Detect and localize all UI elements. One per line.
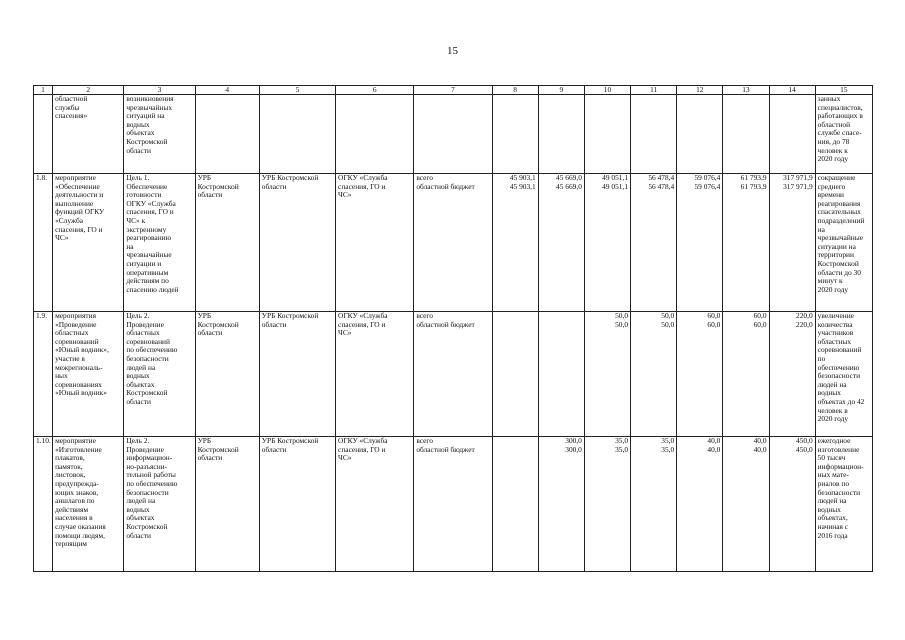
table-cell [414, 95, 492, 174]
cell-line: 56 478,4 [648, 181, 675, 191]
cell-line: спасательных [817, 207, 861, 217]
table-cell [34, 312, 53, 437]
cell-line: спасения, ГО и [338, 444, 386, 454]
cell-line [495, 321, 536, 330]
table-cell [631, 312, 677, 437]
cell-line: участников [817, 328, 854, 338]
cell-line: 45 903,1 [509, 181, 536, 191]
cell-line: безопасности [126, 353, 169, 363]
cell-line: информацион- [126, 453, 173, 463]
cell-line: соревнований [55, 336, 99, 346]
cell-line: областной бюджет [416, 319, 475, 329]
cell-line: 2020 году [817, 154, 849, 164]
table-cell [124, 174, 195, 312]
cell-line: соревнований [817, 345, 862, 355]
cell-line: на [126, 241, 134, 251]
cell-line: безопасности [126, 487, 169, 497]
cell-line: листовок, [55, 470, 86, 480]
cell-line: областной бюджет [416, 444, 475, 454]
cell-line: участие в [55, 353, 85, 363]
column-number: 7 [414, 86, 492, 95]
cell-line: объектах до 42 [817, 396, 865, 406]
table-cell [336, 95, 414, 174]
cell-line: области [197, 190, 223, 200]
cell-line: минут к [817, 276, 843, 286]
cell-line: 50,0 [615, 319, 629, 329]
table-cell [53, 174, 124, 312]
cell-line: области [261, 319, 287, 329]
cell-line: Костромской [126, 136, 168, 146]
table-cell [195, 312, 259, 437]
cell-line: терпящим [55, 539, 87, 549]
cell-line: «Обеспечение [55, 181, 100, 191]
cell-line: всего [416, 311, 433, 320]
cell-line: 220,0 [796, 311, 813, 320]
cell-line: 1.9. [36, 311, 48, 320]
cell-line: 60,0 [753, 319, 767, 329]
cell-line: увеличение [817, 311, 854, 320]
cell-line: области [261, 181, 287, 191]
cell-line: ОГКУ «Служба [338, 173, 388, 182]
table-cell [769, 95, 815, 174]
cell-line: «Юный водник» [55, 388, 107, 398]
cell-line: объектах [126, 513, 155, 523]
cell-line [541, 312, 582, 321]
table-cell [815, 95, 872, 174]
cell-line: 61 793,9 [740, 173, 767, 182]
table-cell [677, 174, 723, 312]
cell-line: сокращение [817, 173, 856, 182]
table-cell [538, 437, 584, 572]
table-cell [631, 95, 677, 174]
cell-line: 60,0 [707, 319, 721, 329]
cell-line: мероприятие [55, 173, 96, 182]
column-number: 3 [124, 86, 195, 95]
table-cell [34, 437, 53, 572]
cell-line: аншлагов по [55, 496, 95, 506]
cell-line: областной [817, 119, 851, 129]
cell-line: области [261, 444, 287, 454]
cell-line: объектах [126, 379, 155, 389]
cell-line: ситуации и [126, 258, 162, 268]
cell-line: территории [817, 250, 854, 260]
cell-line: водных [817, 504, 841, 514]
cell-line: спасению людей [126, 284, 179, 294]
cell-line: ных мате- [817, 470, 849, 480]
cell-line: 60,0 [753, 311, 767, 320]
cell-line: готовности [126, 190, 162, 200]
column-number: 12 [677, 86, 723, 95]
cell-line [495, 446, 536, 455]
cell-line: спасения, ГО и [126, 207, 174, 217]
cell-line: человек в [817, 405, 848, 415]
cell-line: населения в [55, 513, 93, 523]
table-cell [336, 437, 414, 572]
cell-line: случае оказания [55, 521, 106, 531]
cell-line: 317 971,9 [783, 181, 813, 191]
cell-line: по [817, 353, 826, 363]
table-cell [414, 174, 492, 312]
cell-line: ситуаций на [126, 111, 165, 121]
table-cell [259, 95, 335, 174]
table-cell [195, 437, 259, 572]
cell-line [495, 312, 536, 321]
table-cell [259, 174, 335, 312]
table-row [34, 95, 873, 174]
cell-line: 450,0 [796, 444, 813, 454]
cell-line: службы [55, 102, 80, 112]
cell-line: подразделений [817, 215, 865, 225]
column-number: 8 [492, 86, 538, 95]
table-cell [124, 95, 195, 174]
cell-line: областной [55, 94, 88, 103]
cell-line: объектах, [817, 513, 848, 523]
cell-line: межрегиональ- [55, 362, 103, 372]
cell-line: всего [416, 173, 433, 182]
cell-line: области [126, 530, 152, 540]
cell-line: выполнение [55, 198, 94, 208]
cell-line: 50,0 [661, 319, 675, 329]
cell-line: 40,0 [707, 444, 721, 454]
cell-line: 45 669,0 [556, 173, 582, 182]
table-cell [53, 95, 124, 174]
cell-line: Цель 2. [126, 311, 150, 320]
table-cell [631, 437, 677, 572]
cell-line: 35,0 [615, 444, 629, 454]
table-cell [584, 437, 630, 572]
table-cell [769, 174, 815, 312]
column-number: 13 [723, 86, 769, 95]
cell-line: УРБ Костромской [261, 311, 319, 320]
cell-line: чрезвычайные [817, 233, 863, 243]
cell-line: 40,0 [753, 436, 767, 445]
cell-line: 56 478,4 [648, 173, 675, 182]
cell-line: службе спасе- [817, 128, 862, 138]
table-cell [538, 95, 584, 174]
cell-line: Проведение [126, 319, 164, 329]
cell-line: 35,0 [661, 444, 675, 454]
column-number-row [34, 86, 873, 95]
cell-line: Обеспечение [126, 181, 168, 191]
program-table [33, 85, 873, 572]
cell-line: 49 051,1 [602, 181, 629, 191]
cell-line: начиная с [817, 521, 849, 531]
table-cell [677, 437, 723, 572]
cell-line: 59 076,4 [694, 181, 721, 191]
table-cell [492, 437, 538, 572]
cell-line: области [126, 145, 152, 155]
column-number: 6 [336, 86, 414, 95]
table-cell [336, 312, 414, 437]
cell-line: по обеспечению [126, 478, 178, 488]
cell-line: 40,0 [753, 444, 767, 454]
cell-line: плакатов, [55, 453, 85, 463]
cell-line: ЧС» [338, 453, 352, 463]
column-number: 2 [53, 86, 124, 95]
cell-line: 317 971,9 [783, 173, 813, 182]
cell-line: действиям по [126, 276, 169, 286]
cell-line: изготовление [817, 444, 860, 454]
cell-line: специалистов, [817, 102, 863, 112]
table-cell [584, 95, 630, 174]
cell-line: 50 тысяч [817, 453, 846, 463]
table-cell [584, 174, 630, 312]
cell-line: количества [817, 319, 853, 329]
table-cell [538, 312, 584, 437]
cell-line: мероприятие [55, 436, 96, 445]
table-cell [723, 95, 769, 174]
cell-line: «Служба [55, 215, 84, 225]
table-cell [631, 174, 677, 312]
cell-line: 50,0 [615, 311, 629, 320]
table-cell [34, 95, 53, 174]
column-number: 11 [631, 86, 677, 95]
cell-line: Костромской [197, 444, 239, 454]
cell-line: ЧС» [338, 190, 352, 200]
table-row [34, 437, 873, 572]
table-cell [492, 95, 538, 174]
table-cell [53, 437, 124, 572]
page-number: 15 [447, 45, 458, 57]
cell-line: «Юный водник», [55, 345, 109, 355]
cell-line: УРБ [197, 436, 212, 445]
cell-line: 1.10. [36, 436, 51, 445]
cell-line: областной бюджет [416, 181, 475, 191]
cell-line: ЧС» к [126, 215, 146, 225]
cell-line: безопасности [817, 487, 861, 497]
cell-line: области [197, 328, 223, 338]
cell-line: работающих в [817, 111, 863, 121]
cell-line: 2016 года [817, 530, 848, 540]
cell-line: экстренному [126, 224, 167, 234]
table-row [34, 312, 873, 437]
cell-line: чрезвычайные [126, 250, 172, 260]
cell-line: мероприятия [55, 311, 96, 320]
cell-line: УРБ Костромской [261, 436, 319, 445]
cell-line: но-разъясни- [126, 461, 168, 471]
table-cell [124, 437, 195, 572]
table-cell [815, 174, 872, 312]
cell-line: водных [817, 388, 841, 398]
cell-line: 49 051,1 [602, 173, 629, 182]
table-cell [677, 312, 723, 437]
cell-line: области [126, 396, 152, 406]
cell-line: области [197, 453, 223, 463]
cell-line: человек к [817, 145, 848, 155]
table-cell [723, 174, 769, 312]
cell-line: действиям [55, 504, 89, 514]
cell-line: обеспечению [817, 362, 860, 372]
cell-line: оперативным [126, 267, 169, 277]
table-cell [723, 312, 769, 437]
cell-line [541, 321, 582, 330]
cell-line: ситуации на [817, 241, 856, 251]
cell-line: ОГКУ «Служба [126, 198, 176, 208]
table-cell [53, 312, 124, 437]
cell-line: водных [126, 119, 150, 129]
cell-line: «Изготовление [55, 444, 102, 454]
cell-line: 1.8. [36, 173, 48, 182]
table-cell [769, 312, 815, 437]
cell-line: реагированию [126, 233, 172, 243]
cell-line: области до 30 [817, 267, 861, 277]
cell-line: Цель 1. [126, 173, 150, 182]
cell-line: риалов по [817, 478, 850, 488]
cell-line: памяток, [55, 461, 83, 471]
cell-line: 45 903,1 [509, 173, 536, 182]
cell-line: областных [817, 336, 852, 346]
cell-line: безопасности [817, 371, 861, 381]
cell-line: помощи людям, [55, 530, 105, 540]
table-cell [538, 174, 584, 312]
cell-line: ющих знаков, [55, 487, 99, 497]
cell-line: 2020 году [817, 414, 849, 424]
cell-line: ОГКУ «Служба [338, 436, 388, 445]
table-cell [723, 437, 769, 572]
column-number: 1 [34, 86, 53, 95]
cell-line: Костромской [126, 521, 168, 531]
cell-line: Костромской [817, 258, 859, 268]
table-cell [414, 312, 492, 437]
cell-line: ОГКУ «Служба [338, 311, 388, 320]
column-number: 10 [584, 86, 630, 95]
cell-line: областных [55, 328, 89, 338]
table-cell [815, 312, 872, 437]
cell-line: чрезвычайных [126, 102, 173, 112]
cell-line: деятельности и [55, 190, 104, 200]
column-number: 5 [259, 86, 335, 95]
cell-line: Костромской [197, 181, 239, 191]
cell-line: ния, до 78 [817, 136, 850, 146]
table-cell [34, 174, 53, 312]
cell-line: времени [817, 190, 845, 200]
cell-line: 300,0 [565, 444, 582, 454]
cell-line: спасения» [55, 111, 88, 121]
cell-line: 61 793,9 [740, 181, 767, 191]
table-row [34, 174, 873, 312]
cell-line: людей на [126, 362, 156, 372]
table-cell [195, 174, 259, 312]
cell-line: 300,0 [565, 436, 582, 445]
cell-line: предупрежда- [55, 478, 99, 488]
cell-line: 2020 году [817, 284, 849, 294]
column-number: 15 [815, 86, 872, 95]
cell-line: спасения, ГО и [338, 319, 386, 329]
table-cell [259, 437, 335, 572]
cell-line: среднего [817, 181, 846, 191]
cell-line: ных [55, 371, 68, 381]
cell-line: 220,0 [796, 319, 813, 329]
cell-line: соревнований [126, 336, 170, 346]
cell-line: по обеспечению [126, 345, 178, 355]
cell-line: Костромской [197, 319, 239, 329]
cell-line: спасения, ГО и [338, 181, 386, 191]
cell-line: 35,0 [615, 436, 629, 445]
cell-line: водных [126, 504, 150, 514]
cell-line: ЧС» [338, 328, 352, 338]
table-cell [414, 437, 492, 572]
cell-line: тельной работы [126, 470, 176, 480]
cell-line: 40,0 [707, 436, 721, 445]
cell-line: функций ОГКУ [55, 207, 105, 217]
cell-line: ЧС» [55, 233, 69, 243]
cell-line: 50,0 [661, 311, 675, 320]
cell-line: 35,0 [661, 436, 675, 445]
cell-line: всего [416, 436, 433, 445]
table-cell [195, 95, 259, 174]
cell-line: ежегодное [817, 436, 851, 445]
cell-line: информацион- [817, 461, 864, 471]
cell-line: реагирования [817, 198, 861, 208]
cell-line: Костромской [126, 388, 168, 398]
cell-line: занных [817, 94, 841, 103]
cell-line: 59 076,4 [694, 173, 721, 182]
table-cell [769, 437, 815, 572]
table-cell [336, 174, 414, 312]
cell-line: соревнованиях [55, 379, 102, 389]
table-cell [815, 437, 872, 572]
cell-line: Цель 2. [126, 436, 150, 445]
table-cell [492, 174, 538, 312]
table-cell [677, 95, 723, 174]
column-number: 14 [769, 86, 815, 95]
cell-line: возникновения [126, 94, 174, 103]
cell-line: на [817, 224, 825, 234]
cell-line: Проведение [126, 444, 164, 454]
cell-line: областных [126, 328, 160, 338]
cell-line [495, 437, 536, 446]
cell-line: УРБ [197, 311, 212, 320]
cell-line: людей на [817, 379, 847, 389]
cell-line: людей на [126, 496, 156, 506]
table-cell [492, 312, 538, 437]
cell-line: 450,0 [796, 436, 813, 445]
cell-line: «Проведение [55, 319, 97, 329]
cell-line: водных [126, 371, 150, 381]
table-cell [259, 312, 335, 437]
cell-line: УРБ Костромской [261, 173, 319, 182]
cell-line: УРБ [197, 173, 212, 182]
cell-line: 45 669,0 [556, 181, 582, 191]
column-number: 9 [538, 86, 584, 95]
column-number: 4 [195, 86, 259, 95]
cell-line: 60,0 [707, 311, 721, 320]
table-cell [124, 312, 195, 437]
table-cell [584, 312, 630, 437]
cell-line: людей на [817, 496, 847, 506]
cell-line: объектах [126, 128, 155, 138]
cell-line: спасения, ГО и [55, 224, 103, 234]
